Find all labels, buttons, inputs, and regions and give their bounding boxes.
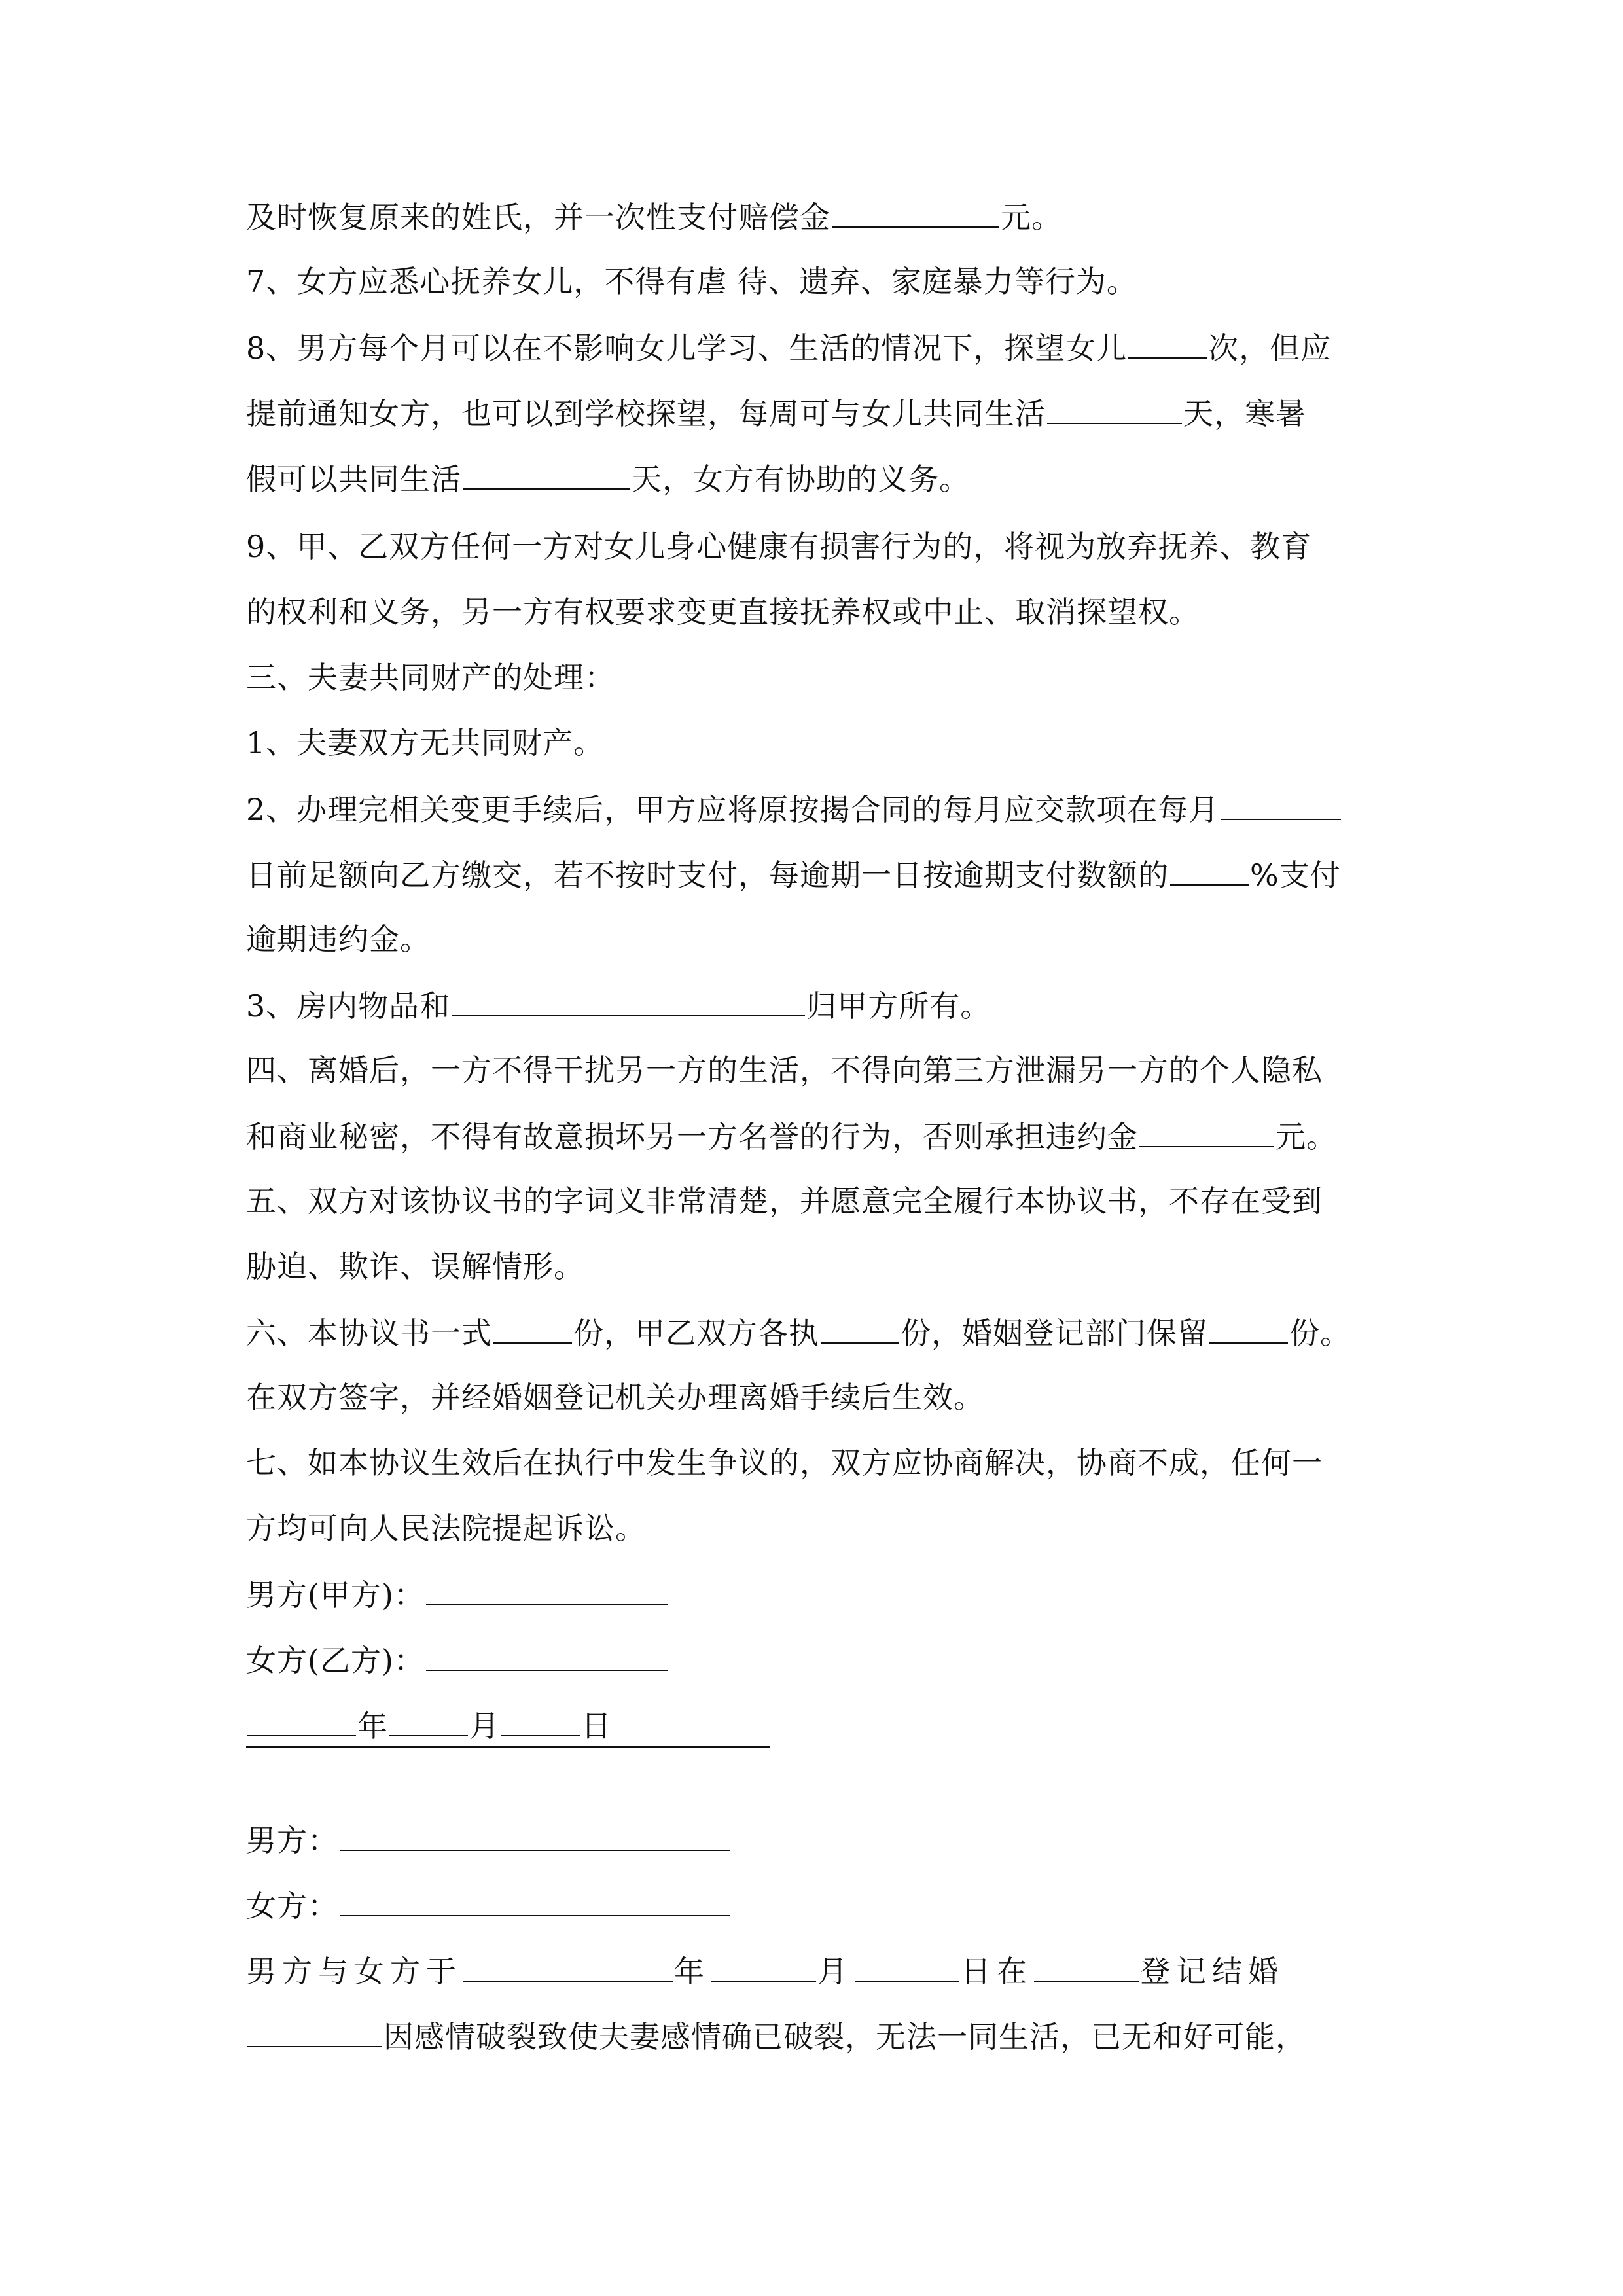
blank-field[interactable] (1034, 1950, 1139, 1982)
blank-field[interactable] (1128, 327, 1207, 359)
text-line: 提前通知女方，也可以到学校探望，每周可与女儿共同生活 天，寒暑 (246, 393, 1306, 433)
text-line: 日前足额向乙方缴交，若不按时支付，每逾期一日按逾期支付数额的 %支付 (246, 854, 1341, 895)
signature-field[interactable] (426, 1574, 668, 1605)
section-heading: 五、双方对该协议书的字词义非常清楚，并愿意完全履行本协议书，不存在受到 (246, 1183, 1323, 1219)
signature-field[interactable] (340, 1820, 730, 1851)
blank-field[interactable] (1221, 789, 1341, 820)
section-heading: 六、本协议书一式 份，甲乙双方各执 份，婚姻登记部门保留 份。 (246, 1312, 1351, 1353)
blank-field[interactable] (1139, 1116, 1274, 1147)
blank-field[interactable] (493, 1312, 572, 1344)
blank-field[interactable] (463, 1950, 673, 1982)
text-line: 逾期违约金。 (246, 922, 431, 957)
text-line: 方均可向人民法院提起诉讼。 (246, 1511, 646, 1546)
blank-field[interactable] (711, 1950, 816, 1982)
signature-line-husband-party-a: 男方(甲方)： (246, 1574, 669, 1615)
blank-field[interactable] (452, 985, 805, 1016)
text-line: 2、办理完相关变更手续后，甲方应将原按揭合同的每月应交款项在每月 (246, 789, 1342, 829)
day-field[interactable] (501, 1705, 580, 1736)
text-line: 3、房内物品和 归甲方所有。 (246, 985, 991, 1026)
section-heading: 七、如本协议生效后在执行中发生争议的，双方应协商解决，协商不成，任何一 (246, 1445, 1323, 1480)
signature-line-wife-party-b: 女方(乙方)： (246, 1640, 669, 1680)
date-line: 年 月 日 (246, 1705, 612, 1746)
text-line: 假可以共同生活 天，女方有协助的义务。 (246, 458, 970, 499)
signature-line-husband: 男方： (246, 1820, 731, 1860)
blank-field[interactable] (247, 2016, 382, 2047)
blank-field[interactable] (832, 196, 999, 228)
text-line: 因感情破裂致使夫妻感情确已破裂，无法一同生活，已无和好可能， (246, 2016, 1306, 2056)
blank-field[interactable] (1170, 854, 1249, 886)
year-field[interactable] (247, 1705, 356, 1736)
signature-field[interactable] (340, 1885, 730, 1916)
blank-field[interactable] (1047, 393, 1182, 424)
section-heading: 三、夫妻共同财产的处理： (246, 660, 615, 695)
text-line: 1、夫妻双方无共同财产。 (246, 725, 605, 761)
text-line: 和商业秘密，不得有故意损坏另一方名誉的行为，否则承担违约金 元。 (246, 1116, 1337, 1157)
text-line: 8、男方每个月可以在不影响女儿学习、生活的情况下，探望女儿 次，但应 (246, 327, 1331, 368)
text-line: 及时恢复原来的姓氏，并一次性支付赔偿金 元。 (246, 196, 1062, 237)
text-line: 7、女方应悉心抚养女儿，不得有虐 待、遗弃、家庭暴力等行为。 (246, 264, 1137, 299)
text-line: 的权利和义务，另一方有权要求变更直接抚养权或中止、取消探望权。 (246, 594, 1200, 630)
separator-line (246, 1746, 770, 1748)
signature-field[interactable] (426, 1640, 668, 1671)
section-heading: 四、离婚后，一方不得干扰另一方的生活，不得向第三方泄漏另一方的个人隐私 (246, 1052, 1323, 1088)
text-line: 9、甲、乙双方任何一方对女儿身心健康有损害行为的，将视为放弃抚养、教育 (246, 529, 1312, 564)
blank-field[interactable] (463, 458, 630, 490)
text-line: 男方与女方于 年 月 日在 登记结婚 (246, 1950, 1284, 1991)
blank-field[interactable] (1209, 1312, 1288, 1344)
blank-field[interactable] (821, 1312, 899, 1344)
text-line: 胁迫、欺诈、误解情形。 (246, 1249, 584, 1284)
month-field[interactable] (389, 1705, 468, 1736)
signature-line-wife: 女方： (246, 1885, 731, 1926)
text-line: 在双方签字，并经婚姻登记机关办理离婚手续后生效。 (246, 1380, 984, 1415)
blank-field[interactable] (855, 1950, 959, 1982)
